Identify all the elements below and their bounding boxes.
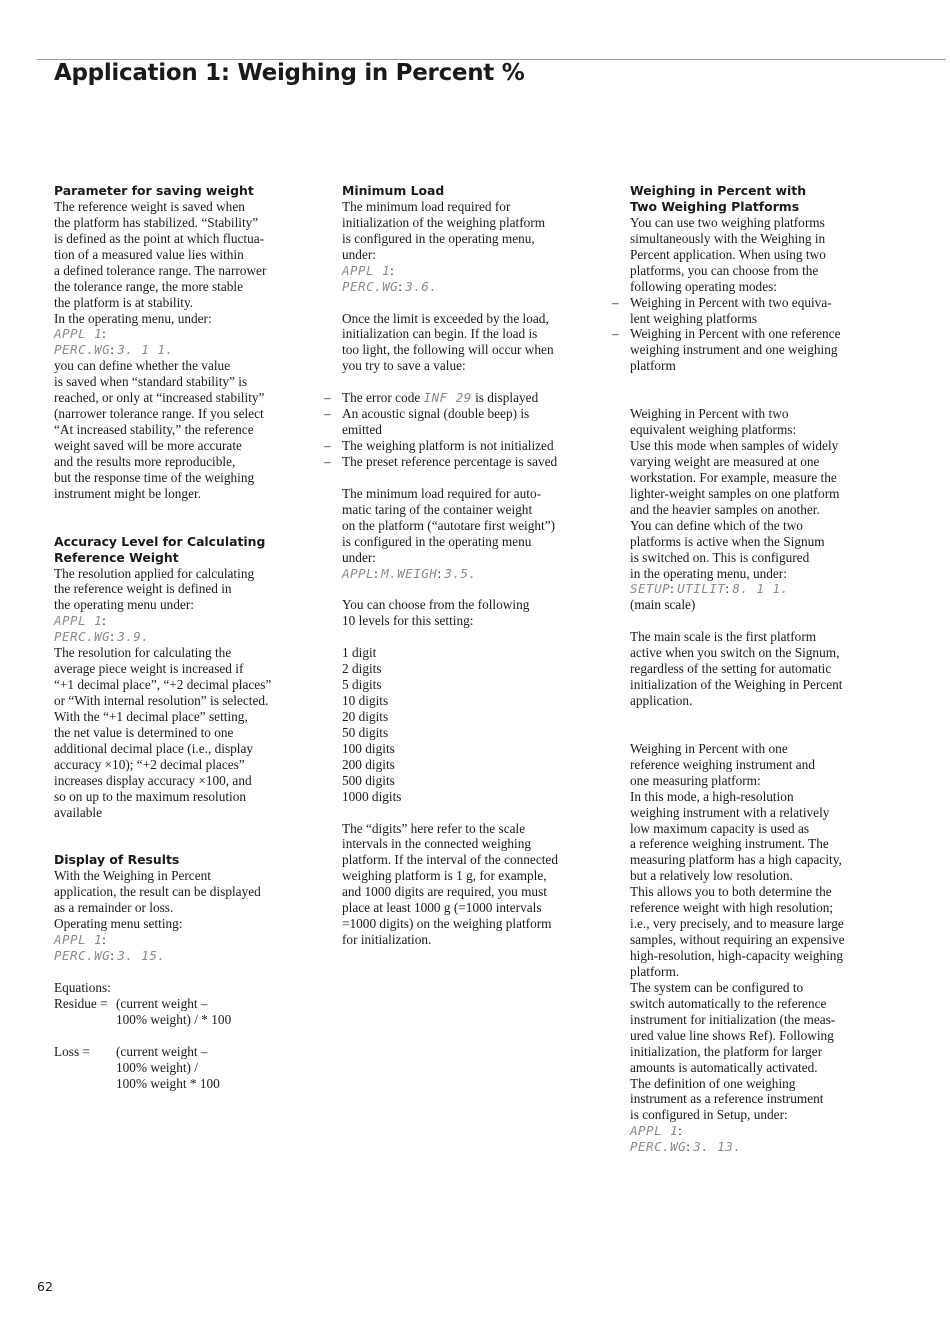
bullet-continuation: emitted xyxy=(342,422,382,438)
paragraph-line: as a remainder or loss. xyxy=(54,900,174,916)
page-number: 62 xyxy=(37,1279,53,1294)
section-heading: Two Weighing Platforms xyxy=(630,198,800,214)
paragraph-line: on the platform (“autotare first weight”) xyxy=(342,517,556,533)
paragraph-line: In this mode, a high-resolution xyxy=(630,788,794,804)
display-code: APPL 1 xyxy=(54,932,103,948)
paragraph-line: intervals in the connected weighing xyxy=(342,836,532,852)
paragraph-line: Operating menu setting: xyxy=(54,916,183,932)
paragraph-line: you try to save a value: xyxy=(342,358,466,374)
paragraph-line: instrument might be longer. xyxy=(54,485,201,501)
paragraph-line: platform. If the interval of the connected xyxy=(342,852,558,868)
display-code: PERC.WG xyxy=(342,278,399,294)
paragraph-line: The reference weight is saved when xyxy=(54,198,245,214)
paragraph-line: is configured in the operating menu, xyxy=(342,230,535,246)
bullet-item: – The preset reference percentage is saved xyxy=(324,453,558,469)
paragraph-line: In the operating menu, under: xyxy=(54,310,212,326)
paragraph-line: (main scale) xyxy=(630,597,696,613)
paragraph-line: so on up to the maximum resolution xyxy=(54,788,247,804)
paragraph-line: weight saved will be more accurate xyxy=(54,438,242,453)
bullet-continuation: lent weighing platforms xyxy=(630,310,758,326)
bullet-text: The error code xyxy=(342,390,424,406)
bullet-continuation: platform xyxy=(630,358,676,374)
bullet-continuation: weighing instrument and one weighing xyxy=(630,342,838,358)
paragraph-line: initialization can begin. If the load is xyxy=(342,326,538,342)
paragraph-line: active when you switch on the Signum, xyxy=(630,645,840,661)
display-code: M.WEIGH xyxy=(381,565,438,581)
paragraph-line: the platform has stabilized. “Stability” xyxy=(54,214,259,230)
menu-path: PERC.WG: 3. 1 1. xyxy=(54,342,174,358)
menu-path: APPL 1: xyxy=(54,326,106,342)
display-code: INF 29 xyxy=(423,390,472,406)
paragraph-line: following operating modes: xyxy=(630,278,777,294)
paragraph-line: regardless of the setting for automatic xyxy=(630,661,832,677)
paragraph-line: The minimum load required for xyxy=(342,198,511,214)
paragraph-line: You can use two weighing platforms xyxy=(630,214,825,230)
paragraph-line: the platform is at stability. xyxy=(54,294,194,310)
menu-path: APPL 1: xyxy=(54,932,106,948)
paragraph-line: reference weight with high resolution; xyxy=(630,900,834,916)
equation-text: (current weight – xyxy=(116,995,208,1011)
level-item: 50 digits xyxy=(342,724,389,740)
paragraph-line: tion of a measured value lies within xyxy=(54,246,244,262)
paragraph-line: Use this mode when samples of widely xyxy=(630,438,839,454)
display-code: 3.5. xyxy=(444,565,477,581)
display-code: APPL 1 xyxy=(54,613,103,629)
paragraph-line: reference weighing instrument and xyxy=(630,756,815,772)
bullet-text: Weighing in Percent with two equiva- xyxy=(630,294,832,310)
paragraph-line: application. xyxy=(630,693,693,709)
paragraph-line: weighing instrument with a relatively xyxy=(630,804,830,820)
paragraph-line: application, the result can be displayed xyxy=(54,884,261,900)
paragraph-line: i.e., very precisely, and to measure large xyxy=(630,916,844,932)
display-code: APPL xyxy=(342,565,375,581)
paragraph-line: The resolution for calculating the xyxy=(54,645,232,661)
paragraph-line: increases display accuracy ×100, and xyxy=(54,772,252,788)
paragraph-line: You can choose from the following xyxy=(342,597,530,613)
level-item: 500 digits xyxy=(342,772,395,788)
paragraph-line: measuring platform has a high capacity, xyxy=(630,852,842,868)
paragraph-line: in the operating menu, under: xyxy=(630,565,787,581)
paragraph-line: ured value line shows Ref). Following xyxy=(630,1027,834,1043)
menu-path: SETUP: UTILIT: 8. 1 1. xyxy=(630,581,789,597)
paragraph-line: lighter-weight samples on one platform xyxy=(630,485,840,501)
paragraph-line: under: xyxy=(342,246,376,262)
display-code: UTILIT xyxy=(677,581,726,597)
paragraph-line: platforms, you can choose from the xyxy=(630,262,819,278)
menu-path: APPL 1: xyxy=(54,613,106,629)
paragraph-line: platforms is active when the Signum xyxy=(630,533,825,549)
equation-label: Loss = xyxy=(54,1043,90,1059)
paragraph-line: This allows you to both determine the xyxy=(630,884,832,900)
equation-line: 100% weight) / * 100 xyxy=(116,1011,232,1027)
equations-title: Equations: xyxy=(54,979,111,995)
section-heading: Accuracy Level for Calculating xyxy=(54,533,266,549)
paragraph-line: =1000 digits) on the weighing platform xyxy=(342,916,552,932)
bullet-text: is displayed xyxy=(471,390,539,406)
paragraph-line: one measuring platform: xyxy=(630,772,761,788)
paragraph-line: high-resolution, high-capacity weighing xyxy=(630,948,844,964)
menu-path: PERC.WG: 3. 13. xyxy=(630,1139,742,1155)
paragraph-line: platform. xyxy=(630,963,680,979)
paragraph-line: The resolution applied for calculating xyxy=(54,565,255,581)
display-code: PERC.WG xyxy=(54,342,111,358)
display-code: APPL 1 xyxy=(342,262,391,278)
column-left xyxy=(54,183,294,1091)
display-code: PERC.WG xyxy=(54,629,111,645)
column-middle xyxy=(324,183,582,948)
level-item: 1 digit xyxy=(342,645,377,661)
bullet-item: – The error code INF 29 is displayed xyxy=(324,390,539,406)
paragraph-line: initialization of the weighing platform xyxy=(342,214,546,230)
display-code: 3.6. xyxy=(405,278,438,294)
paragraph-line: switch automatically to the reference xyxy=(630,995,827,1011)
paragraph-line: place at least 1000 g (=1000 intervals xyxy=(342,900,542,916)
display-code: 3. 13. xyxy=(693,1139,742,1155)
paragraph-line: samples, without requiring an expensive xyxy=(630,932,845,948)
bullet-item: – An acoustic signal (double beep) is xyxy=(324,406,530,422)
bullet-text: An acoustic signal (double beep) is xyxy=(342,406,530,422)
paragraph-line: varying weight are measured at one xyxy=(630,453,820,469)
paragraph-line: (narrower tolerance range. If you select xyxy=(54,406,264,422)
paragraph-line: With the “+1 decimal place” setting, xyxy=(54,708,248,724)
page-title: Application 1: Weighing in Percent % xyxy=(54,60,525,86)
paragraph-line: for initialization. xyxy=(342,932,432,948)
equation-line xyxy=(54,996,294,1012)
display-code: PERC.WG xyxy=(54,948,111,964)
paragraph-line: Once the limit is exceeded by the load, xyxy=(342,310,549,326)
section-heading: Minimum Load xyxy=(342,183,445,198)
equation-text: (current weight – xyxy=(116,1043,208,1059)
paragraph-line: available xyxy=(54,804,102,820)
paragraph-line: the reference weight is defined in xyxy=(54,581,232,597)
section-heading: Reference Weight xyxy=(54,549,179,565)
paragraph-line: too light, the following will occur when xyxy=(342,342,554,358)
display-code: APPL 1 xyxy=(630,1123,679,1139)
bullet-text: The weighing platform is not initialized xyxy=(342,438,554,453)
menu-path: PERC.WG: 3.6. xyxy=(342,278,438,294)
paragraph-line: the tolerance range, the more stable xyxy=(54,278,244,294)
paragraph-line: instrument for initialization (the meas- xyxy=(630,1011,836,1027)
paragraph-line: matic taring of the container weight xyxy=(342,501,533,517)
paragraph-line: With the Weighing in Percent xyxy=(54,868,211,884)
paragraph-line: weighing platform is 1 g, for example, xyxy=(342,868,547,884)
section-heading: Parameter for saving weight xyxy=(54,183,254,198)
bullet-item: – Weighing in Percent with one reference xyxy=(612,326,841,342)
paragraph-line: workstation. For example, measure the xyxy=(630,469,837,485)
display-code: 8. 1 1. xyxy=(732,581,789,597)
paragraph-line: The “digits” here refer to the scale xyxy=(342,820,526,836)
display-code: 3. 15. xyxy=(117,948,166,964)
paragraph-line: simultaneously with the Weighing in xyxy=(630,230,826,246)
level-item: 2 digits xyxy=(342,661,382,677)
paragraph-line: and the heavier samples on another. xyxy=(630,501,820,517)
paragraph-line: is switched on. This is configured xyxy=(630,549,810,565)
paragraph-line: Weighing in Percent with two xyxy=(630,406,789,422)
display-code: SETUP xyxy=(630,581,671,597)
equation-line: 100% weight * 100 xyxy=(116,1075,220,1091)
bullet-item: – Weighing in Percent with two equiva- xyxy=(612,294,832,310)
paragraph-line: The main scale is the first platform xyxy=(630,629,817,645)
paragraph-line: initialization of the Weighing in Percent xyxy=(630,677,843,693)
equation-line xyxy=(54,1044,294,1060)
paragraph-line: but the response time of the weighing xyxy=(54,469,255,485)
equation-label: Residue = xyxy=(54,995,108,1011)
paragraph-line: instrument as a reference instrument xyxy=(630,1091,824,1107)
level-item: 10 digits xyxy=(342,693,389,708)
section-heading: Weighing in Percent with xyxy=(630,183,807,198)
display-code: 3. 1 1. xyxy=(117,342,174,358)
level-item: 20 digits xyxy=(342,708,389,724)
paragraph-line: is saved when “standard stability” is xyxy=(54,374,248,390)
section-heading: Display of Results xyxy=(54,852,180,868)
paragraph-line: a reference weighing instrument. The xyxy=(630,836,829,852)
paragraph-line: is configured in the operating menu xyxy=(342,533,532,549)
paragraph-line: Percent application. When using two xyxy=(630,246,826,262)
paragraph-line: is defined as the point at which fluctua- xyxy=(54,230,265,246)
paragraph-line: is configured in Setup, under: xyxy=(630,1107,788,1123)
bullet-text: The preset reference percentage is saved xyxy=(342,453,558,469)
paragraph-line: the net value is determined to one xyxy=(54,724,234,740)
display-code: 3.9. xyxy=(117,629,150,645)
menu-path: APPL: M.WEIGH: 3.5. xyxy=(342,565,477,581)
paragraph-line: under: xyxy=(342,549,376,565)
paragraph-line: average piece weight is increased if xyxy=(54,661,244,677)
paragraph-line: Weighing in Percent with one xyxy=(630,740,788,756)
menu-path: APPL 1: xyxy=(630,1123,682,1139)
menu-path: APPL 1: xyxy=(342,262,394,278)
paragraph-line: or “With internal resolution” is selected. xyxy=(54,693,269,709)
display-code: APPL 1 xyxy=(54,326,103,342)
paragraph-line: additional decimal place (i.e., display xyxy=(54,740,254,756)
bullet-item: – The weighing platform is not initialized xyxy=(324,438,554,453)
level-item: 1000 digits xyxy=(342,788,402,804)
paragraph-line: initialization, the platform for larger xyxy=(630,1043,823,1059)
menu-path: PERC.WG: 3.9. xyxy=(54,629,150,645)
paragraph-line: but a relatively low resolution. xyxy=(630,868,793,884)
paragraph-line: The definition of one weighing xyxy=(630,1075,796,1091)
paragraph-line: you can define whether the value xyxy=(54,358,231,374)
bullet-text: Weighing in Percent with one reference xyxy=(630,326,841,342)
level-item: 200 digits xyxy=(342,756,395,772)
paragraph-line: The system can be configured to xyxy=(630,979,804,995)
paragraph-line: and 1000 digits are required, you must xyxy=(342,884,547,900)
menu-path: PERC.WG: 3. 15. xyxy=(54,948,166,964)
paragraph-line: reached, or only at “increased stability” xyxy=(54,390,265,406)
display-code: PERC.WG xyxy=(630,1139,687,1155)
paragraph-line: You can define which of the two xyxy=(630,517,803,533)
paragraph-line: the operating menu under: xyxy=(54,597,194,613)
paragraph-line: “At increased stability,” the reference xyxy=(54,422,254,438)
paragraph-line: The minimum load required for auto- xyxy=(342,485,542,501)
paragraph-line: amounts is automatically activated. xyxy=(630,1059,818,1075)
paragraph-line: equivalent weighing platforms: xyxy=(630,422,797,438)
equation-line: 100% weight) / xyxy=(116,1059,198,1075)
paragraph-line: “+1 decimal place”, “+2 decimal places” xyxy=(54,677,272,693)
paragraph-line: accuracy ×10); “+2 decimal places” xyxy=(54,756,245,772)
column-right xyxy=(612,183,870,1155)
level-item: 100 digits xyxy=(342,740,395,756)
paragraph-line: low maximum capacity is used as xyxy=(630,820,810,836)
paragraph-line: a defined tolerance range. The narrower xyxy=(54,262,267,278)
paragraph-line: and the results more reproducible, xyxy=(54,453,236,469)
paragraph-line: 10 levels for this setting: xyxy=(342,613,474,629)
level-item: 5 digits xyxy=(342,677,382,693)
